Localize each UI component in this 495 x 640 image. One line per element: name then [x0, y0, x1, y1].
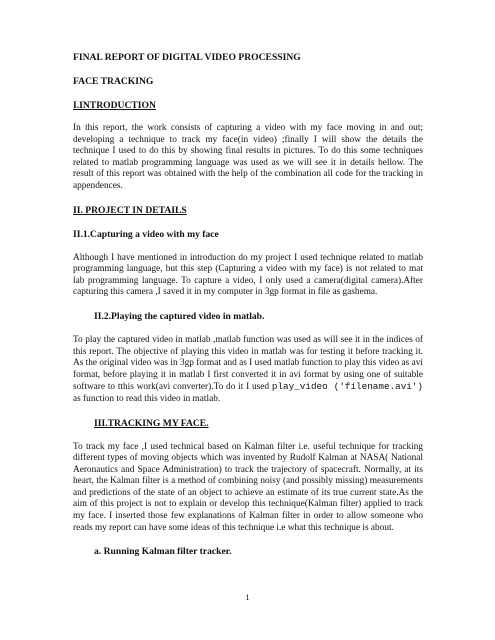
tracking-paragraph: To track my face ,I used technical based on Kalman filter i.e. useful technique for tracking different types of moving objects which was invented by Rudolf Kalman at NASA( National Aeronautics and Space Administration) to track the trajectory of spacecraft. Normally, at its heart, the Kalman filter is a method of combining noisy (and possibly missing) measurements and predictions of the state of an object to achieve an estimate of its true current state.As the aim of this project is not to explain or develop this technique(Kalman filter) applied to track my face. I inserted those few explanations of Kalman filter in order to allow someone who reads my report can have some ideas of this technique i.e what this technique is about. [73, 441, 423, 533]
playing-text-after: as function to read this video in matlab. [73, 393, 221, 404]
section-tracking-heading: III.TRACKING MY FACE. [94, 417, 209, 429]
subsection-capturing-heading: II.1.Capturing a video with my face [73, 228, 219, 240]
subsection-playing-heading: II.2.Playing the captured video in matlab. [94, 310, 265, 322]
capturing-paragraph: Although I have mentioned in introduction do my project I used technique related to matlab programming language, but this step (Capturing a video with my face) is not related to mat lab programming language. To capture a video, I only used a camera(digital camera).After capturing this camera ,I saved it in my computer in 3gp format in file as gashema. [73, 252, 423, 298]
introduction-paragraph: In this report, the work consists of capturing a video with my face moving in and out; developing a technique to track my face(in video) ;finally I will show the details the technique I used to do this by showing final results in pictures. To do this some techniques related to matlab programming language was used as we will see it in details bellow. The result of this report was obtained with the help of the combination all code for the tracking in appendences. [73, 123, 423, 191]
section-project-details-heading: II. PROJECT IN DETAILS [73, 204, 187, 216]
page-number: 1 [245, 592, 250, 602]
playing-paragraph [73, 335, 423, 406]
section-introduction-heading: I.INTRODUCTION [73, 100, 156, 111]
page-content [73, 52, 423, 558]
subsection-kalman-heading: a. Running Kalman filter tracker. [94, 546, 232, 558]
playing-text-before: To play the captured video in matlab ,matlab function was used as will see it in the indices of this report. The objective of playing this video in matlab was for testing it before tracking it. As the original video was in 3gp format and as I used matlab function to play this video as avi format, before playing it in matlab I first converted it in avi format by using one of suitable software to tthis work(avi converter).To do it I used [73, 334, 423, 393]
play-video-code: play_video ('filename.avi') [271, 381, 424, 393]
document-subtitle: FACE TRACKING [73, 76, 154, 87]
document-title: FINAL REPORT OF DIGITAL VIDEO PROCESSING [73, 52, 301, 63]
